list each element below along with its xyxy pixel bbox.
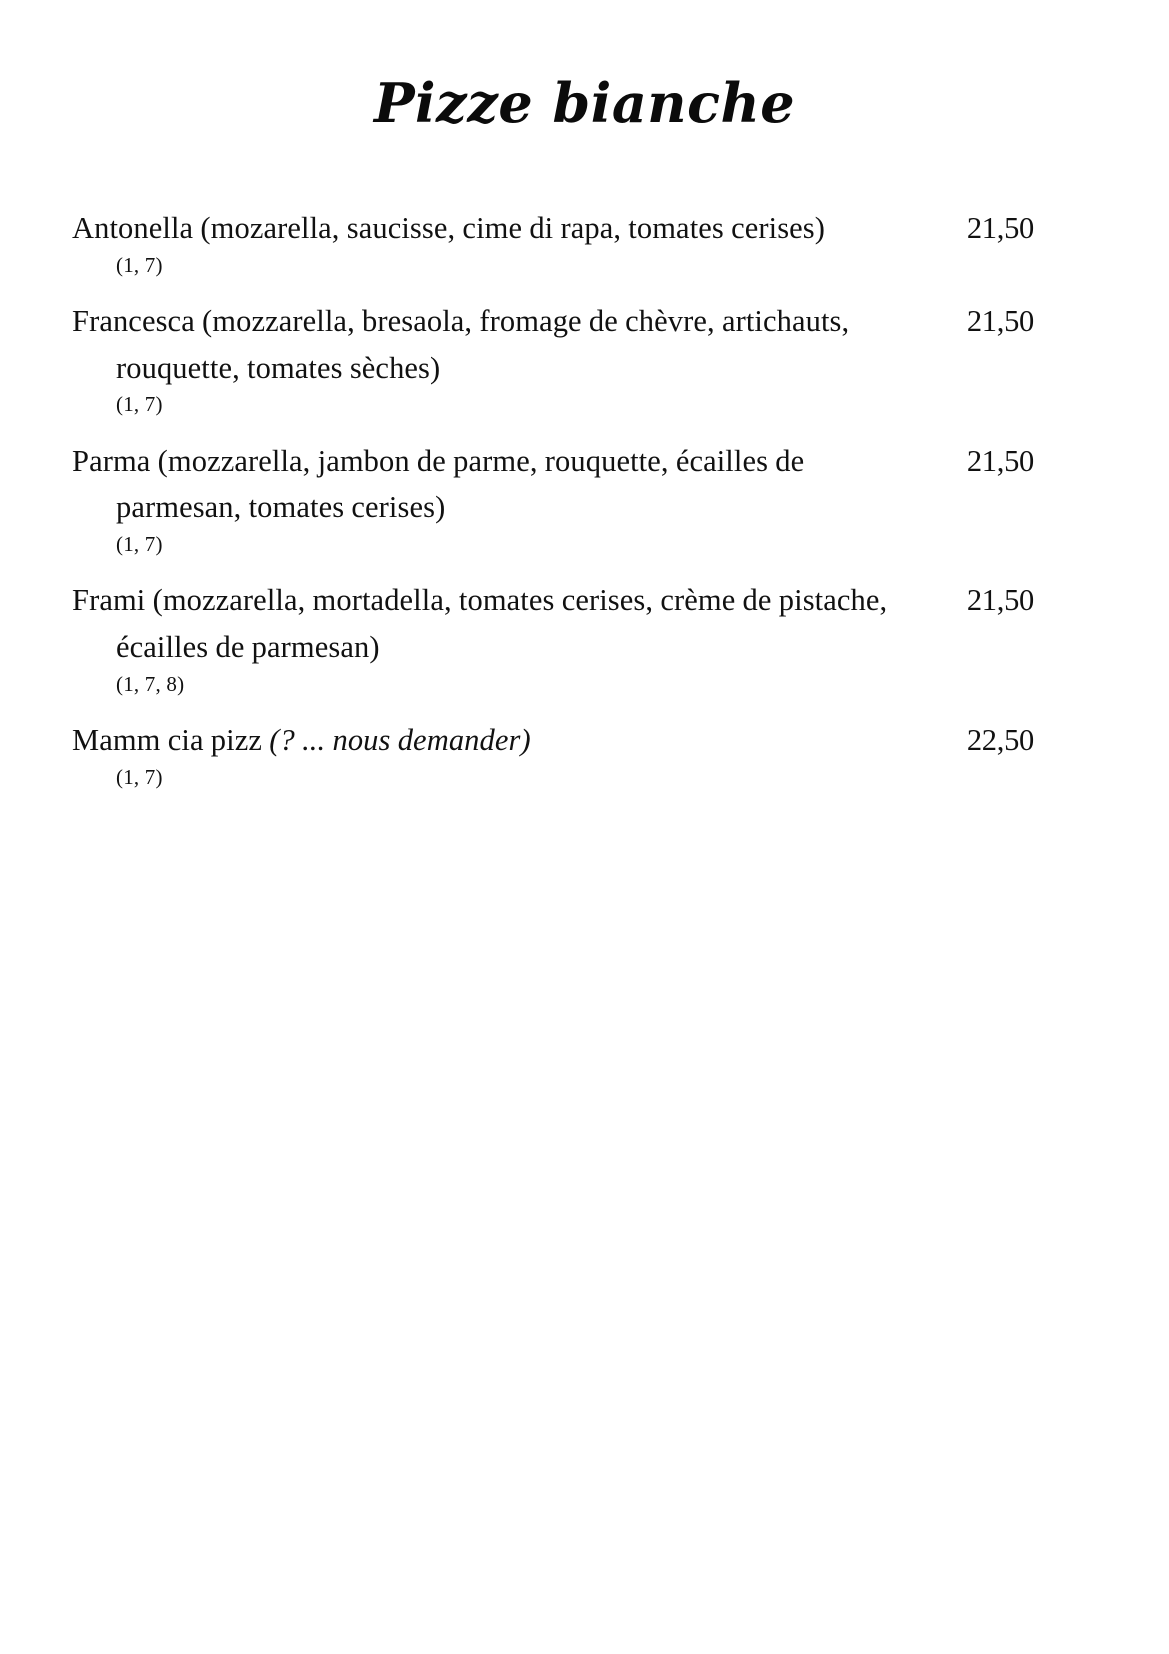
menu-item-price: 22,50 xyxy=(966,722,1034,757)
menu-item xyxy=(72,205,1034,279)
menu-item-allergens: (1, 7, 8) xyxy=(116,671,185,696)
menu-item-row xyxy=(72,298,1034,391)
menu-item xyxy=(72,577,1034,698)
menu-item-allergens: (1, 7) xyxy=(116,531,163,556)
menu-item-row xyxy=(72,205,1034,252)
menu-item xyxy=(72,298,1034,419)
menu-item-price: 21,50 xyxy=(966,583,1034,618)
menu-item-row xyxy=(72,577,1034,670)
menu-item-price: 21,50 xyxy=(966,211,1034,245)
menu-item-allergens: (1, 7) xyxy=(116,764,163,789)
menu-item-price: 21,50 xyxy=(966,443,1034,478)
menu-item-list xyxy=(72,205,1034,791)
menu-item-price: 21,50 xyxy=(966,304,1034,338)
page-title: Pizze bianche xyxy=(373,71,796,135)
menu-item-row xyxy=(72,717,1034,764)
menu-item-description: Antonella (mozarella, saucisse, cime di rapa, tomates cerises) xyxy=(72,211,826,245)
menu-item-ask-note: (? ... nous demander) xyxy=(269,722,531,757)
menu-item-name: Mamm cia pizz xyxy=(72,722,270,757)
menu-item-allergens: (1, 7) xyxy=(116,252,163,277)
menu-item-description: Parma (mozzarella, jambon de parme, rouquette, écailles de parmesan, tomates cerises) xyxy=(72,443,805,525)
menu-item-description: Francesca (mozzarella, bresaola, fromage de chèvre, artichauts, rouquette, tomates sèches) xyxy=(72,304,850,385)
menu-item xyxy=(72,438,1034,559)
menu-item xyxy=(72,717,1034,791)
menu-item-description: Frami (mozzarella, mortadella, tomates cerises, crème de pistache, écailles de parmesan) xyxy=(72,583,888,664)
menu-item-row xyxy=(72,438,1034,531)
menu-item-allergens: (1, 7) xyxy=(116,392,163,417)
menu-item-description xyxy=(72,717,531,764)
